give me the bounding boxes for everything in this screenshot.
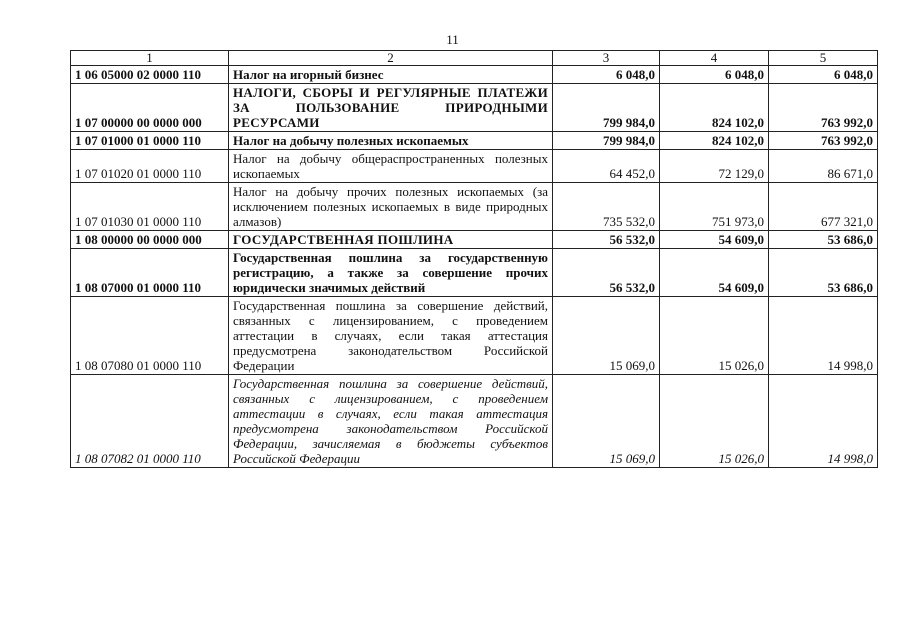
table-row <box>71 84 878 132</box>
column-header-2: 2 <box>229 51 553 66</box>
value-col5-cell: 6 048,0 <box>769 66 878 84</box>
value-col3-cell: 56 532,0 <box>553 231 660 249</box>
value-col3-cell: 735 532,0 <box>553 183 660 231</box>
budget-code-cell: 1 08 07082 01 0000 110 <box>71 375 229 468</box>
value-col3-cell: 15 069,0 <box>553 375 660 468</box>
value-col3-cell: 64 452,0 <box>553 150 660 183</box>
table-row <box>71 132 878 150</box>
value-col4-cell: 6 048,0 <box>660 66 769 84</box>
value-col3-cell: 15 069,0 <box>553 297 660 375</box>
table-row <box>71 297 878 375</box>
revenue-name-cell: Налог на добычу прочих полезных ископаемых (за исключением полезных ископаемых в виде природных алмазов) <box>229 183 553 231</box>
budget-code-cell: 1 07 01030 01 0000 110 <box>71 183 229 231</box>
budget-code-cell: 1 06 05000 02 0000 110 <box>71 66 229 84</box>
value-col5-cell: 14 998,0 <box>769 297 878 375</box>
budget-code-cell: 1 08 07000 01 0000 110 <box>71 249 229 297</box>
budget-code-cell: 1 07 01000 01 0000 110 <box>71 132 229 150</box>
value-col4-cell: 824 102,0 <box>660 132 769 150</box>
value-col5-cell: 53 686,0 <box>769 249 878 297</box>
table-row <box>71 66 878 84</box>
budget-code-cell: 1 08 07080 01 0000 110 <box>71 297 229 375</box>
value-col3-cell: 799 984,0 <box>553 84 660 132</box>
table-row <box>71 375 878 468</box>
table-row <box>71 150 878 183</box>
value-col4-cell: 54 609,0 <box>660 231 769 249</box>
revenue-name-cell: Государственная пошлина за государственную регистрацию, а также за совершение прочих юридически значимых действий <box>229 249 553 297</box>
revenue-name-cell: Государственная пошлина за совершение действий, связанных с лицензированием, с проведением аттестации в случаях, если такая аттестация предусмотрена законодательством Российской Федерации, зачисляемая в бюджеты субъектов Российской Федерации <box>229 375 553 468</box>
revenue-name-cell: НАЛОГИ, СБОРЫ И РЕГУЛЯРНЫЕ ПЛАТЕЖИ ЗА ПОЛЬЗОВАНИЕ ПРИРОДНЫМИ РЕСУРСАМИ <box>229 84 553 132</box>
table-row <box>71 249 878 297</box>
value-col4-cell: 15 026,0 <box>660 375 769 468</box>
value-col4-cell: 54 609,0 <box>660 249 769 297</box>
value-col5-cell: 53 686,0 <box>769 231 878 249</box>
value-col3-cell: 6 048,0 <box>553 66 660 84</box>
value-col5-cell: 763 992,0 <box>769 84 878 132</box>
value-col5-cell: 86 671,0 <box>769 150 878 183</box>
table-row <box>71 183 878 231</box>
revenue-name-cell: Государственная пошлина за совершение действий, связанных с лицензированием, с проведением аттестации в случаях, если такая аттестация предусмотрена законодательством Российской Федерации <box>229 297 553 375</box>
value-col4-cell: 824 102,0 <box>660 84 769 132</box>
revenue-name-cell: Налог на добычу полезных ископаемых <box>229 132 553 150</box>
value-col3-cell: 56 532,0 <box>553 249 660 297</box>
budget-code-cell: 1 07 01020 01 0000 110 <box>71 150 229 183</box>
value-col5-cell: 14 998,0 <box>769 375 878 468</box>
value-col4-cell: 751 973,0 <box>660 183 769 231</box>
column-header-3: 3 <box>553 51 660 66</box>
budget-revenue-table <box>70 50 878 468</box>
column-number-row <box>71 51 878 66</box>
value-col5-cell: 763 992,0 <box>769 132 878 150</box>
page-number: 11 <box>446 32 459 47</box>
column-header-5: 5 <box>769 51 878 66</box>
table-row <box>71 231 878 249</box>
value-col4-cell: 72 129,0 <box>660 150 769 183</box>
value-col3-cell: 799 984,0 <box>553 132 660 150</box>
column-header-4: 4 <box>660 51 769 66</box>
budget-code-cell: 1 08 00000 00 0000 000 <box>71 231 229 249</box>
budget-code-cell: 1 07 00000 00 0000 000 <box>71 84 229 132</box>
value-col4-cell: 15 026,0 <box>660 297 769 375</box>
revenue-name-cell: Налог на добычу общераспространенных полезных ископаемых <box>229 150 553 183</box>
revenue-name-cell: ГОСУДАРСТВЕННАЯ ПОШЛИНА <box>229 231 553 249</box>
value-col5-cell: 677 321,0 <box>769 183 878 231</box>
column-header-1: 1 <box>71 51 229 66</box>
revenue-name-cell: Налог на игорный бизнес <box>229 66 553 84</box>
